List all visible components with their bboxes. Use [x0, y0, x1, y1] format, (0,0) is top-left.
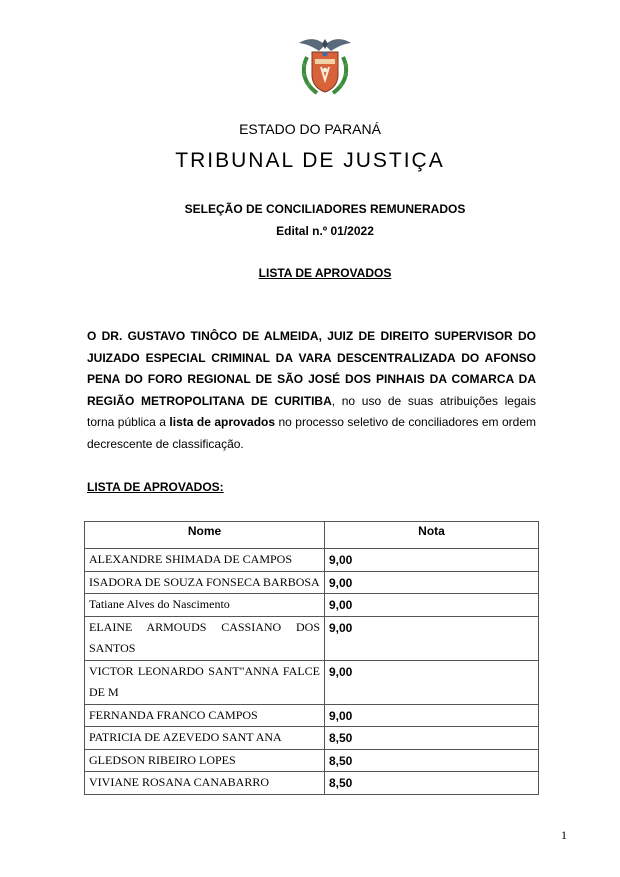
- candidate-score: 8,50: [325, 749, 539, 772]
- intro-paragraph: [87, 326, 536, 456]
- state-name: ESTADO DO PARANÁ: [239, 121, 381, 137]
- intro-bold-text: O DR. GUSTAVO TINÔCO DE ALMEIDA, JUIZ DE DIREITO SUPERVISOR DO JUIZADO ESPECIAL CRIMINAL DA VARA DESCENTRALIZADA DO AFONSO PENA DO FORO REGIONAL DE SÃO JOSÉ DOS PINHAIS DA COMARCA DA REGIÃO METROPOLITANA DE CURITIBA: [87, 329, 536, 408]
- intro-emphasis-text: lista de aprovados: [169, 415, 276, 430]
- candidate-name: GLEDSON RIBEIRO LOPES: [85, 749, 325, 772]
- candidate-score: 9,00: [325, 616, 539, 660]
- table-row: [85, 704, 539, 727]
- page-number: 1: [561, 828, 567, 842]
- table-row: [85, 772, 539, 795]
- candidate-name: ISADORA DE SOUZA FONSECA BARBOSA: [85, 571, 325, 594]
- candidate-score: 9,00: [325, 549, 539, 572]
- table-row: [85, 549, 539, 572]
- table-row: [85, 571, 539, 594]
- approved-list-heading: LISTA DE APROVADOS:: [87, 480, 224, 494]
- candidate-score: 9,00: [325, 594, 539, 617]
- approved-table: [84, 521, 539, 795]
- candidate-name: ALEXANDRE SHIMADA DE CAMPOS: [85, 549, 325, 572]
- edital-number: Edital n.º 01/2022: [276, 224, 374, 238]
- candidate-name: Tatiane Alves do Nascimento: [85, 594, 325, 617]
- candidate-score: 8,50: [325, 772, 539, 795]
- candidate-score: 8,50: [325, 727, 539, 750]
- table-row: [85, 660, 539, 704]
- intro-end-text: no processo seletivo de conciliadores em ordem decrescente de classificação.: [87, 415, 536, 451]
- candidate-name: FERNANDA FRANCO CAMPOS: [85, 704, 325, 727]
- table-row: [85, 616, 539, 660]
- candidate-name: PATRICIA DE AZEVEDO SANT ANA: [85, 727, 325, 750]
- table-row: [85, 749, 539, 772]
- table-row: [85, 727, 539, 750]
- candidate-score: 9,00: [325, 660, 539, 704]
- list-title: LISTA DE APROVADOS: [258, 266, 392, 280]
- column-header-score: Nota: [325, 522, 539, 549]
- candidate-score: 9,00: [325, 571, 539, 594]
- court-name: TRIBUNAL DE JUSTIÇA: [175, 149, 445, 172]
- table-row: [85, 594, 539, 617]
- column-header-name: Nome: [85, 522, 325, 549]
- intro-mid-text: , no uso de suas atribuições legais torna pública a: [87, 393, 536, 430]
- candidate-name: VICTOR LEONARDO SANT"ANNA FALCE DE M: [85, 660, 325, 704]
- candidate-name: VIVIANE ROSANA CANABARRO: [85, 772, 325, 795]
- parana-coat-of-arms-icon: [295, 35, 355, 97]
- candidate-score: 9,00: [325, 704, 539, 727]
- table-header-row: [85, 522, 539, 549]
- candidate-name: ELAINE ARMOUDS CASSIANO DOS SANTOS: [85, 616, 325, 660]
- selection-title: SELEÇÃO DE CONCILIADORES REMUNERADOS: [184, 202, 466, 216]
